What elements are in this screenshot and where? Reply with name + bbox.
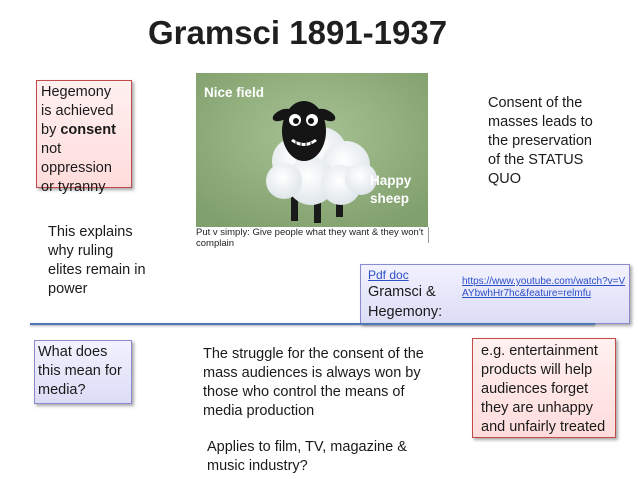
media-question-box: What does this mean for media? [34, 340, 132, 404]
hegemony-line-1: Hegemony [41, 84, 112, 100]
hegemony-line-5: oppression [41, 160, 112, 176]
photo-label-sheep: sheep [370, 191, 410, 206]
photo-label-happy: Happy [370, 173, 412, 188]
pdf-doc-link[interactable]: Pdf doc [368, 268, 409, 282]
entertainment-box: e.g. entertainment products will help audiences forget they are unhappy and unfairly treated [472, 338, 616, 438]
hegemony-box [36, 80, 132, 195]
slide-title: Gramsci 1891-1937 [148, 14, 448, 51]
photo-caption: Put v simply: Give people what they want & they won't complain [196, 227, 429, 243]
section-divider [30, 323, 595, 325]
struggle-text: The struggle for the consent of the mass audiences is always won by those who control the means of media production [203, 346, 424, 419]
applies-text: Applies to film, TV, magazine & music industry? [207, 439, 407, 474]
youtube-link[interactable]: https://www.youtube.com/watch?v=VAYbwhHr7hc&feature=relmfu [462, 276, 626, 299]
hegemony-line-2: is achieved [41, 103, 114, 119]
sheep-photo [196, 73, 428, 227]
explains-text: This explains why ruling elites remain in power [48, 224, 146, 297]
hegemony-line-6: or tyranny [41, 179, 106, 195]
photo-label-nice-field: Nice field [204, 85, 265, 100]
hegemony-by: by [41, 122, 61, 138]
hegemony-line-4: not [41, 141, 62, 157]
consent-text: Consent of the masses leads to the preservation of the STATUS QUO [488, 95, 593, 187]
hegemony-consent-word: consent [60, 122, 116, 138]
gramsci-hegemony-label: Gramsci & Hegemony: [368, 284, 443, 320]
hegemony-line-3 [41, 121, 127, 140]
